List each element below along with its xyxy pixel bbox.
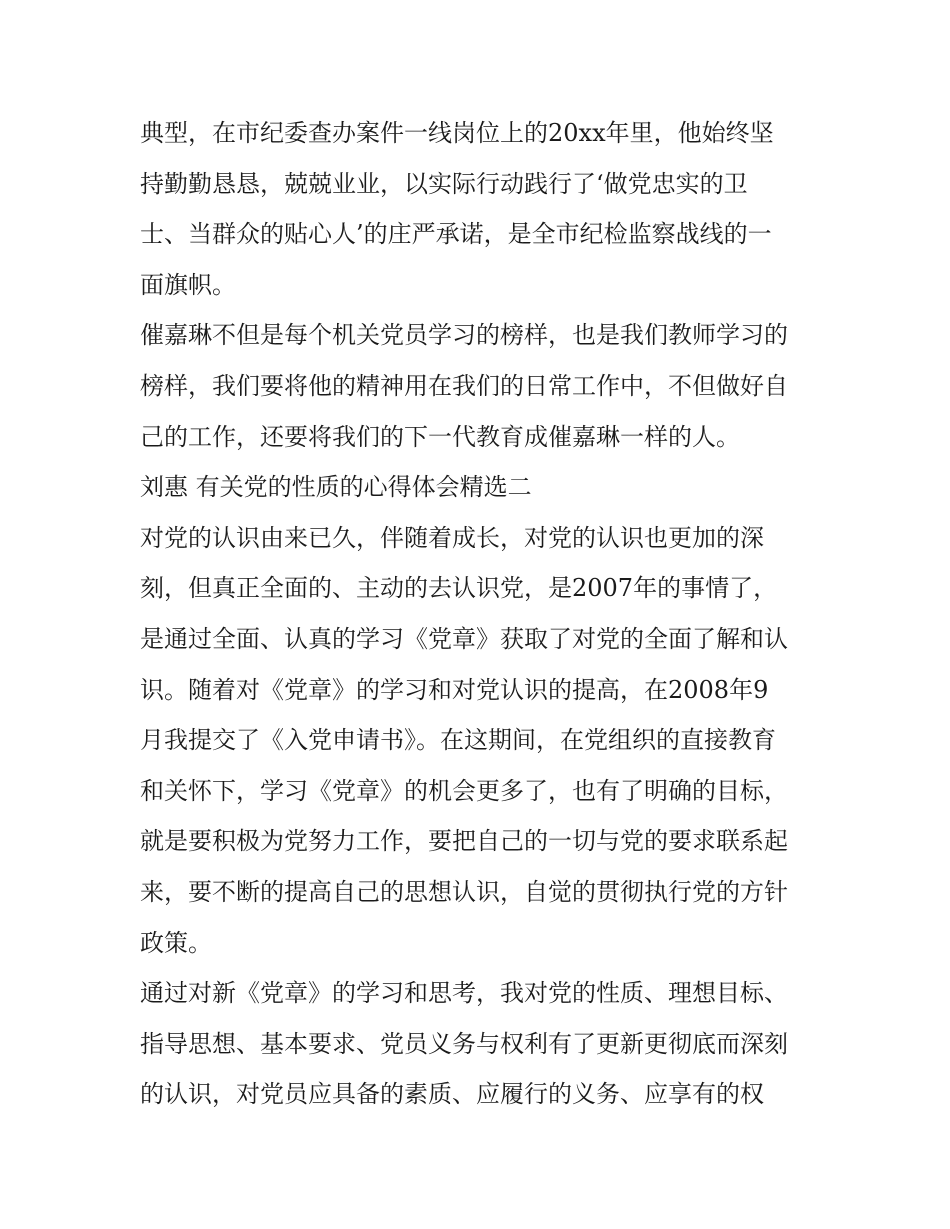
text-line: 对党的认识由来已久，伴随着成长，对党的认识也更加的深 [140,523,764,552]
text-line: 持勤勤恳恳，兢兢业业，以实际行动践行了‘做党忠实的卫 [140,169,748,198]
text-line: 识。随着对《党章》的学习和对党认识的提高，在2008年9 [140,675,769,704]
text-line: 士、当群众的贴心人’的庄严承诺，是全市纪检监察战线的一 [140,220,772,249]
section-heading: 刘惠 有关党的性质的心得体会精选二 [140,473,532,502]
text-line: 就是要积极为党努力工作，要把自己的一切与党的要求联系起 [140,827,788,856]
text-line: 指导思想、基本要求、党员义务与权利有了更新更彻底而深刻 [140,1029,788,1058]
text-line: 来，要不断的提高自己的思想认识，自觉的贯彻执行党的方针 [140,877,788,906]
text-line: 月我提交了《入党申请书》。在这期间，在党组织的直接教育 [140,726,776,755]
document-body [140,108,820,1120]
text-line: 榜样，我们要将他的精神用在我们的日常工作中，不但做好自 [140,371,788,400]
text-line: 政策。 [140,928,212,957]
text-line: 己的工作，还要将我们的下一代教育成催嘉琳一样的人。 [140,422,740,451]
text-line: 是通过全面、认真的学习《党章》获取了对党的全面了解和认 [140,624,788,653]
text-line: 的认识，对党员应具备的素质、应履行的义务、应享有的权 [140,1080,764,1109]
text-line: 面旗帜。 [140,270,236,299]
text-line: 催嘉琳不但是每个机关党员学习的榜样，也是我们教师学习的 [140,321,788,350]
text-line: 和关怀下，学习《党章》的机会更多了，也有了明确的目标， [140,776,788,805]
text-line: 刻，但真正全面的、主动的去认识党，是2007年的事情了， [140,574,778,603]
text-line: 典型，在市纪委查办案件一线岗位上的20xx年里，他始终坚 [140,119,774,147]
text-line: 通过对新《党章》的学习和思考，我对党的性质、理想目标、 [140,979,788,1008]
